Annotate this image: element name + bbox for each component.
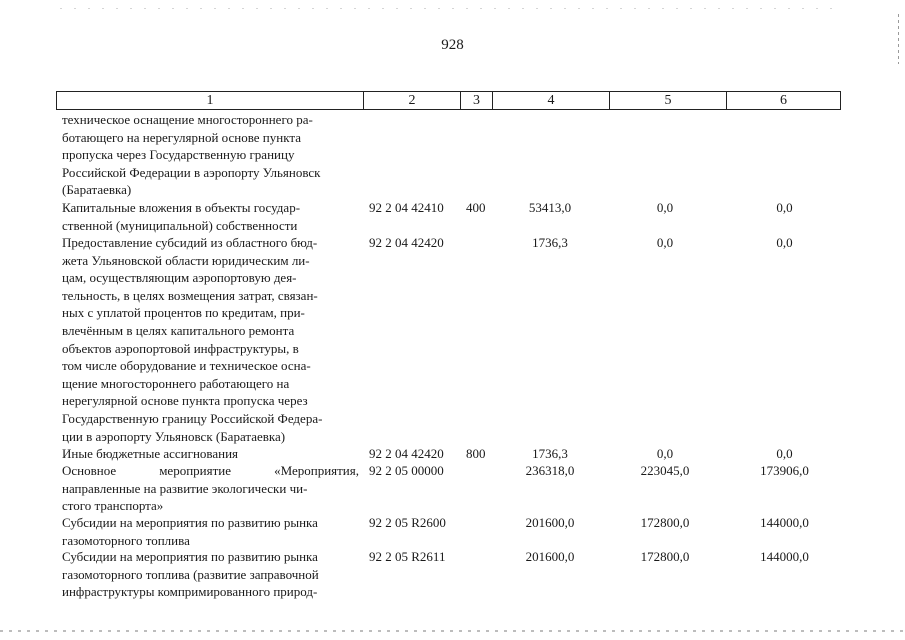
desc-line: Субсидии на мероприятия по развитию рынка [62,515,318,530]
desc-line: Основное мероприятие «Мероприятия, [62,463,359,478]
row-amount-col4: 53413,0 [528,200,572,215]
row-description [62,445,359,463]
row-code: 92 2 05 00000 [369,463,444,478]
desc-line: Предоставление субсидий из областного бюд- [62,235,318,250]
row-expense-type: 800 [466,446,486,461]
row-description [62,514,359,549]
row-amount-col4: 1736,3 [532,235,568,250]
desc-line: ственной (муниципальной) собственности [62,217,298,233]
row-amount-col5: 0,0 [656,200,674,215]
row-description [62,234,359,445]
desc-line: цам, осуществляющим аэропортовую дея- [62,270,297,286]
row-amount-col4: 1736,3 [532,446,568,461]
desc-line: пропуска через Государственную границу [62,147,295,163]
desc-line: объектов аэропортовой инфраструктуры, в [62,340,299,356]
column-header-5: 5 [664,93,672,108]
column-header-4: 4 [547,93,555,108]
desc-line: Иные бюджетные ассигнования [62,446,239,461]
row-description [62,111,359,199]
desc-line: жета Ульяновской области юридическим ли- [62,252,310,268]
desc-line: Капитальные вложения в объекты государ- [62,200,301,215]
row-amount-col6: 0,0 [776,200,793,215]
row-amount-col6: 173906,0 [760,463,809,478]
desc-line: ции в аэропорту Ульяновск (Баратаевка) [62,428,286,444]
column-header-1: 1 [206,93,214,108]
desc-line: Государственную границу Российской Федера- [62,410,323,426]
row-description [62,462,359,515]
row-amount-col5: 0,0 [656,446,674,461]
row-code: 92 2 04 42420 [369,446,444,461]
row-amount-col5: 223045,0 [640,463,690,478]
desc-line: влечённым в целях капитального ремонта [62,322,295,338]
scan-noise-bottom [0,630,905,632]
row-amount-col5: 172800,0 [640,515,690,530]
scan-noise-top [60,8,840,9]
desc-line: Субсидии на мероприятия по развитию рынка [62,549,318,564]
desc-line: газомоторного топлива [62,532,190,548]
row-amount-col5: 172800,0 [640,549,690,564]
row-description [62,548,359,601]
table-header [56,91,841,110]
desc-line: стого транспорта» [62,498,164,514]
column-header-2: 2 [408,93,416,108]
row-code: 92 2 05 R2600 [369,515,446,530]
page-number: 928 [441,37,464,53]
row-description [62,199,359,234]
row-amount-col6: 0,0 [776,235,793,250]
row-amount-col4: 236318,0 [525,463,575,478]
column-header-3: 3 [473,93,480,108]
desc-line: ботающего на нерегулярной основе пункта [62,129,301,145]
desc-line: техническое оснащение многостороннего ра- [62,112,313,127]
row-amount-col4: 201600,0 [525,515,575,530]
row-expense-type: 400 [466,200,486,215]
desc-line: щение многостороннего работающего на [62,375,290,391]
row-amount-col6: 0,0 [776,446,793,461]
desc-line: газомоторного топлива (развитие заправочной [62,566,319,582]
row-amount-col4: 201600,0 [525,549,575,564]
desc-line: инфраструктуры компримированного природ- [62,584,318,600]
desc-line: ных с уплатой процентов по кредитам, при- [62,305,305,321]
desc-line: тельность, в целях возмещения затрат, связан- [62,287,318,303]
desc-line: направленные на развитие экологически чи- [62,480,308,496]
row-amount-col6: 144000,0 [760,549,809,564]
row-code: 92 2 04 42420 [369,235,444,250]
desc-line: (Баратаевка) [62,182,132,198]
desc-line: Российской Федерации в аэропорту Ульяновск [62,164,321,180]
row-code: 92 2 04 42410 [369,200,444,215]
row-amount-col6: 144000,0 [760,515,809,530]
desc-line: том числе оборудование и техническое осна- [62,358,311,374]
desc-line: нерегулярной основе пункта пропуска через [62,393,308,409]
column-header-6: 6 [780,93,787,108]
row-code: 92 2 05 R2611 [369,549,446,564]
row-amount-col5: 0,0 [656,235,674,250]
